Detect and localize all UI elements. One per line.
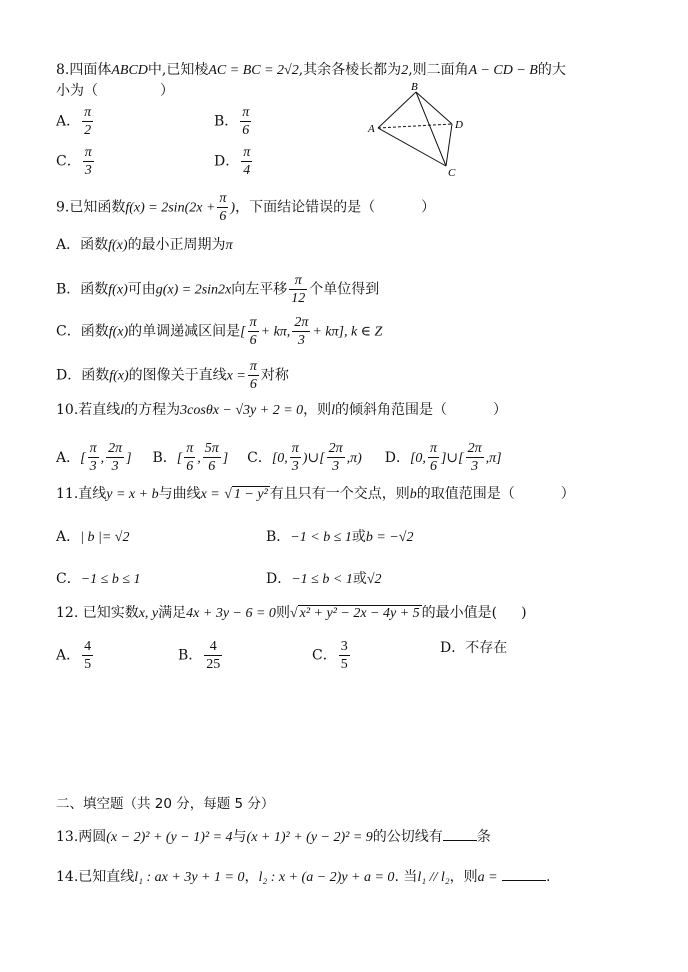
figure-label-b: B: [411, 81, 418, 93]
q12-option-b[interactable]: B． $\frac{4}{25}$: [178, 639, 221, 672]
q13-stem: 13.两圆(x − 2)² + (y − 1)² = 4与(x + 1)² + (y − 2)² = 9的公切线有 条: [56, 826, 491, 848]
q9-option-a[interactable]: A．函数f(x)的最小正周期为π: [56, 237, 233, 253]
q8-stem-cont: 小为（ ）: [56, 83, 174, 99]
q8-stem: 8.四面体ABCD中,已知棱AC = BC = 2√2,其余各棱长都为2,则二面角A − CD − B的大: [56, 62, 566, 78]
q9-option-d[interactable]: D．函数f(x)的图像关于直线x = $\frac{\pi}{6}$ 对称: [56, 359, 289, 392]
tetrahedron-figure: [360, 80, 480, 180]
q10-option-c[interactable]: C．[0, $\frac{\pi}{3}$ )∪[ $\frac{2\pi}{3}$ ,π): [247, 441, 362, 474]
q11-stem: 11.直线y = x + b与曲线x = √ 1 − y² 有且只有一个交点，则b的取值范围是（ ）: [56, 486, 575, 502]
q10-stem: 10.若直线l的方程为3cosθx − √3y + 2 = 0，则l的倾斜角范围是（ ）: [56, 402, 508, 418]
q11-option-b[interactable]: B．−1 < b ≤ 1或b = −√2: [266, 529, 414, 545]
q11-option-a[interactable]: A．| b |= √2: [56, 529, 130, 545]
q10-option-a[interactable]: A．[ $\frac{\pi}{3}$ , $\frac{2\pi}{3}$ ]: [56, 441, 132, 474]
q12-stem: 12. 已知实数x, y满足4x + 3y − 6 = 0则√ x² + y² − 2x − 4y + 5 的最小值是( ): [56, 605, 527, 621]
q14-answer-blank[interactable]: [502, 866, 546, 881]
q14-stem: 14.已知直线l₁ : ax + 3y + 1 = 0，l₂ : x + (a − 2)y + a = 0. 当l₁ // l₂，则a = .: [56, 866, 551, 888]
q10-option-d[interactable]: D．[0, $\frac{\pi}{6}$ ]∪[ $\frac{2\pi}{3}$ ,π]: [384, 441, 502, 474]
q12-option-a[interactable]: A． $\frac{4}{5}$: [56, 639, 92, 672]
q12-option-d[interactable]: D．不存在: [440, 640, 508, 656]
q13-answer-blank[interactable]: [443, 826, 477, 841]
q8-option-b[interactable]: B． $\frac{\pi}{6}$: [214, 105, 250, 138]
q9-option-b[interactable]: B．函数f(x)可由g(x) = 2sin2x向左平移 $\frac{\pi}{12}$ 个单位得到: [56, 273, 380, 306]
figure-label-d: D: [455, 119, 463, 131]
section-title-fill-in: 二、填空题（共 20 分，每题 5 分）: [56, 796, 275, 812]
q11-option-c[interactable]: C．−1 ≤ b ≤ 1: [56, 571, 141, 587]
figure-label-a: A: [368, 123, 375, 135]
q8-option-c[interactable]: C． $\frac{\pi}{3}$: [56, 145, 92, 178]
figure-label-c: C: [448, 167, 456, 179]
q8-option-a[interactable]: A． $\frac{\pi}{2}$: [56, 105, 92, 138]
q8-option-d[interactable]: D． $\frac{\pi}{4}$: [214, 145, 251, 178]
q10-options: [56, 440, 502, 475]
q9-option-c[interactable]: C．函数f(x)的单调递减区间是[ $\frac{\pi}{6}$ + kπ, $\frac{2\pi}{3}$ + kπ], k ∈ Z: [56, 315, 383, 348]
q12-option-c[interactable]: C． $\frac{3}{5}$: [312, 639, 348, 672]
q9-stem: 9.已知函数f(x) = 2sin(2x + $\frac{\pi}{6}$ )，下面结论错误的是（ ）: [56, 191, 436, 224]
q11-option-d[interactable]: D．−1 ≤ b < 1或√2: [266, 571, 382, 587]
q10-option-b[interactable]: B．[ $\frac{\pi}{6}$ , $\frac{5\pi}{6}$ ]: [152, 441, 229, 474]
